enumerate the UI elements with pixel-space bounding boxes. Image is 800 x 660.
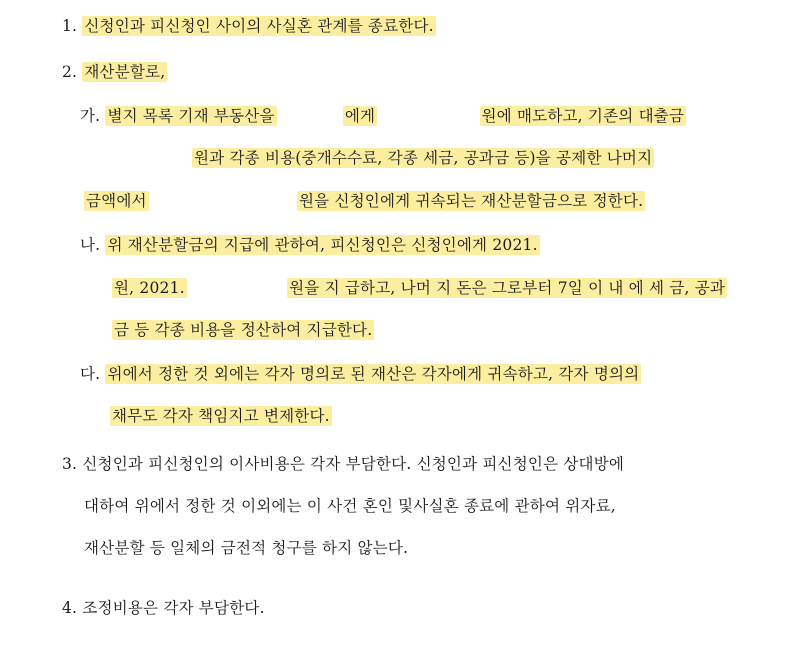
clause-ga-text-3a: 금액에서 — [86, 192, 147, 210]
item-4-number: 4. — [62, 599, 78, 617]
item-3-number: 3. — [62, 455, 78, 473]
clause-ga-line-3 — [84, 189, 645, 213]
clause-ga-text-1a: 별지 목록 기재 부동산을 — [107, 107, 275, 125]
item-3-line-3 — [84, 536, 408, 560]
clause-na-line-1 — [80, 233, 540, 257]
clause-ga-text-3b: 원을 신청인에게 귀속되는 재산분할금으로 정한다. — [298, 192, 644, 210]
item-2-number: 2. — [62, 63, 78, 81]
clause-da-text-2: 채무도 각자 책임지고 변제한다. — [112, 407, 330, 425]
item-3-text-2: 대하여 위에서 정한 것 이외에는 이 사건 혼인 및사실혼 종료에 관하여 위자료, — [84, 497, 616, 515]
clause-da-line-2 — [110, 404, 332, 428]
clause-na-text-1: 위 재산분할금의 지급에 관하여, 피신청인은 신청인에게 2021. — [107, 236, 538, 254]
clause-na-line-2 — [112, 276, 727, 300]
clause-da-label: 다. — [80, 365, 101, 383]
clause-na-line-3 — [112, 318, 374, 342]
clause-ga-text-1b: 에게 — [344, 107, 376, 125]
item-4 — [62, 596, 265, 620]
clause-ga-text-2: 원과 각종 비용(중개수수료, 각종 세금, 공과금 등)을 공제한 나머지 — [194, 149, 653, 167]
clause-na-text-2a: 원, 2021. — [114, 279, 185, 297]
item-1-number: 1. — [62, 17, 78, 35]
item-3-line-2 — [84, 494, 616, 518]
item-4-text: 조정비용은 각자 부담한다. — [82, 599, 265, 617]
item-3-text-1: 신청인과 피신청인의 이사비용은 각자 부담한다. 신청인과 피신청인은 상대방에 — [82, 455, 625, 473]
clause-ga-text-1c: 원에 매도하고, 기존의 대출금 — [481, 107, 685, 125]
clause-ga-line-2 — [192, 146, 654, 170]
item-2-heading: 재산분할로, — [84, 63, 166, 81]
clause-da-text-1: 위에서 정한 것 외에는 각자 명의로 된 재산은 각자에게 귀속하고, 각자 명의의 — [107, 365, 640, 383]
clause-na-label: 나. — [80, 236, 101, 254]
clause-da-line-1 — [80, 362, 641, 386]
clause-ga-label: 가. — [80, 107, 101, 125]
clause-na-text-2b: 원을 지 급하고, 나머 지 돈은 그로부터 7일 이 내 에 세 금, 공과 — [289, 279, 726, 297]
item-1 — [62, 14, 436, 38]
item-1-text: 신청인과 피신청인 사이의 사실혼 관계를 종료한다. — [84, 17, 434, 35]
item-2 — [62, 60, 167, 84]
clause-na-text-3: 금 등 각종 비용을 정산하여 지급한다. — [114, 321, 373, 339]
item-3-text-3: 재산분할 등 일체의 금전적 청구를 하지 않는다. — [84, 539, 409, 557]
item-3-line-1 — [62, 452, 624, 476]
clause-ga-line-1 — [80, 104, 686, 128]
